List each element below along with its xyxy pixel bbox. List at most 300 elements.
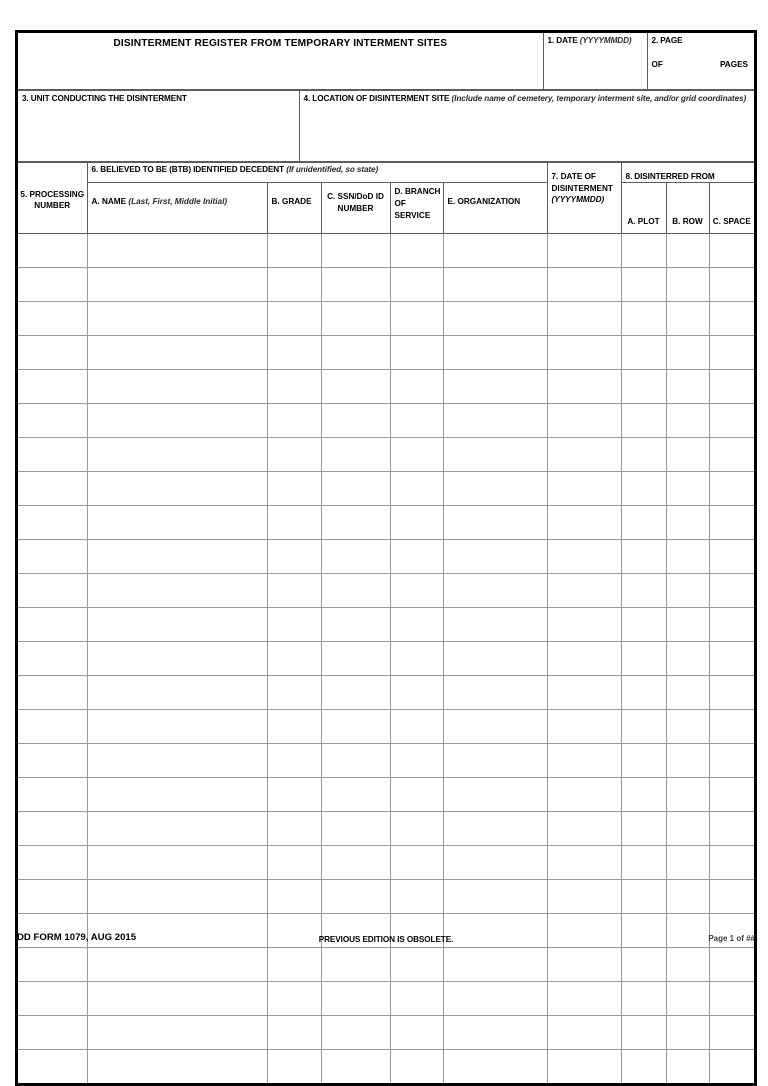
cell-plot[interactable]	[621, 370, 666, 404]
cell-processing-number[interactable]	[18, 1050, 87, 1084]
cell-date-of-disinterment[interactable]	[547, 710, 621, 744]
cell-plot[interactable]	[621, 812, 666, 846]
cell-ssn-dod-id[interactable]	[321, 302, 390, 336]
cell-plot[interactable]	[621, 472, 666, 506]
cell-space[interactable]	[709, 846, 754, 880]
cell-grade[interactable]	[267, 812, 321, 846]
col-header-date-of-disinterment	[547, 163, 621, 234]
disinterred-from-label: 8. DISINTERRED FROM	[625, 172, 715, 181]
cell-branch-of-service[interactable]	[390, 846, 443, 880]
cell-date-of-disinterment[interactable]	[547, 506, 621, 540]
cell-organization[interactable]	[443, 302, 547, 336]
cell-branch-of-service[interactable]	[390, 1016, 443, 1050]
cell-branch-of-service[interactable]	[390, 982, 443, 1016]
cell-branch-of-service[interactable]	[390, 438, 443, 472]
cell-processing-number[interactable]	[18, 1016, 87, 1050]
cell-name[interactable]	[87, 778, 267, 812]
cell-plot[interactable]	[621, 438, 666, 472]
col-header-name	[87, 183, 267, 234]
page-label: 2. PAGE	[651, 36, 683, 45]
cell-name[interactable]	[87, 1050, 267, 1084]
cell-date-of-disinterment[interactable]	[547, 1050, 621, 1084]
table-row	[18, 574, 754, 608]
plot-sub-label: A. PLOT	[627, 217, 660, 227]
col-header-space	[709, 183, 754, 234]
cell-date-of-disinterment[interactable]	[547, 336, 621, 370]
cell-processing-number[interactable]	[18, 642, 87, 676]
cell-organization[interactable]	[443, 880, 547, 914]
cell-date-of-disinterment[interactable]	[547, 1016, 621, 1050]
cell-branch-of-service[interactable]	[390, 948, 443, 982]
cell-grade[interactable]	[267, 608, 321, 642]
cell-name[interactable]	[87, 608, 267, 642]
cell-plot[interactable]	[621, 710, 666, 744]
cell-organization[interactable]	[443, 370, 547, 404]
cell-name[interactable]	[87, 948, 267, 982]
cell-row[interactable]	[666, 1016, 709, 1050]
cell-organization[interactable]	[443, 778, 547, 812]
cell-processing-number[interactable]	[18, 472, 87, 506]
cell-space[interactable]	[709, 506, 754, 540]
cell-plot[interactable]	[621, 1050, 666, 1084]
cell-plot[interactable]	[621, 676, 666, 710]
cell-grade[interactable]	[267, 880, 321, 914]
branch-sub-label	[391, 183, 443, 222]
cell-date-of-disinterment[interactable]	[547, 880, 621, 914]
register-rows-body	[18, 234, 754, 1084]
cell-processing-number[interactable]	[18, 574, 87, 608]
cell-row[interactable]	[666, 370, 709, 404]
cell-space[interactable]	[709, 1050, 754, 1084]
cell-ssn-dod-id[interactable]	[321, 608, 390, 642]
location-site-cell[interactable]	[299, 91, 754, 162]
cell-ssn-dod-id[interactable]	[321, 1016, 390, 1050]
cell-name[interactable]	[87, 438, 267, 472]
cell-name[interactable]	[87, 302, 267, 336]
cell-date-of-disinterment[interactable]	[547, 404, 621, 438]
cell-row[interactable]	[666, 1050, 709, 1084]
cell-organization[interactable]	[443, 404, 547, 438]
cell-branch-of-service[interactable]	[390, 608, 443, 642]
cell-ssn-dod-id[interactable]	[321, 506, 390, 540]
cell-grade[interactable]	[267, 268, 321, 302]
location-site-value	[300, 104, 755, 116]
cell-date-of-disinterment[interactable]	[547, 472, 621, 506]
cell-space[interactable]	[709, 234, 754, 268]
cell-organization[interactable]	[443, 744, 547, 778]
cell-row[interactable]	[666, 710, 709, 744]
cell-grade[interactable]	[267, 404, 321, 438]
cell-space[interactable]	[709, 948, 754, 982]
processing-number-line1: 5. PROCESSING	[20, 190, 85, 200]
cell-branch-of-service[interactable]	[390, 234, 443, 268]
cell-plot[interactable]	[621, 234, 666, 268]
cell-name[interactable]	[87, 506, 267, 540]
cell-name[interactable]	[87, 744, 267, 778]
table-row	[18, 336, 754, 370]
cell-ssn-dod-id[interactable]	[321, 336, 390, 370]
cell-branch-of-service[interactable]	[390, 506, 443, 540]
cell-date-of-disinterment[interactable]	[547, 608, 621, 642]
table-row	[18, 948, 754, 982]
cell-name[interactable]	[87, 642, 267, 676]
branch-line3: SERVICE	[394, 211, 431, 221]
cell-grade[interactable]	[267, 438, 321, 472]
col-header-row	[666, 183, 709, 234]
cell-name[interactable]	[87, 812, 267, 846]
cell-processing-number[interactable]	[18, 744, 87, 778]
cell-processing-number[interactable]	[18, 982, 87, 1016]
cell-grade[interactable]	[267, 234, 321, 268]
cell-grade[interactable]	[267, 710, 321, 744]
cell-space[interactable]	[709, 676, 754, 710]
cell-date-of-disinterment[interactable]	[547, 302, 621, 336]
cell-branch-of-service[interactable]	[390, 404, 443, 438]
table-row	[18, 778, 754, 812]
cell-ssn-dod-id[interactable]	[321, 574, 390, 608]
cell-ssn-dod-id[interactable]	[321, 846, 390, 880]
cell-row[interactable]	[666, 268, 709, 302]
cell-date-of-disinterment[interactable]	[547, 778, 621, 812]
cell-processing-number[interactable]	[18, 812, 87, 846]
cell-row[interactable]	[666, 574, 709, 608]
cell-space[interactable]	[709, 472, 754, 506]
cell-organization[interactable]	[443, 234, 547, 268]
table-row	[18, 438, 754, 472]
cell-space[interactable]	[709, 1016, 754, 1050]
cell-branch-of-service[interactable]	[390, 302, 443, 336]
cell-row[interactable]	[666, 778, 709, 812]
cell-branch-of-service[interactable]	[390, 812, 443, 846]
cell-plot[interactable]	[621, 778, 666, 812]
cell-date-of-disinterment[interactable]	[547, 438, 621, 472]
cell-branch-of-service[interactable]	[390, 710, 443, 744]
cell-branch-of-service[interactable]	[390, 268, 443, 302]
cell-grade[interactable]	[267, 1050, 321, 1084]
table-row	[18, 370, 754, 404]
cell-branch-of-service[interactable]	[390, 880, 443, 914]
cell-processing-number[interactable]	[18, 370, 87, 404]
cell-plot[interactable]	[621, 404, 666, 438]
date-disinterment-line1: 7. DATE OF	[551, 172, 596, 181]
cell-ssn-dod-id[interactable]	[321, 642, 390, 676]
page-pages-label: PAGES	[719, 60, 748, 69]
cell-date-of-disinterment[interactable]	[547, 812, 621, 846]
cell-processing-number[interactable]	[18, 880, 87, 914]
cell-name[interactable]	[87, 370, 267, 404]
cell-organization[interactable]	[443, 574, 547, 608]
cell-processing-number[interactable]	[18, 948, 87, 982]
cell-organization[interactable]	[443, 948, 547, 982]
cell-branch-of-service[interactable]	[390, 472, 443, 506]
cell-row[interactable]	[666, 642, 709, 676]
cell-plot[interactable]	[621, 642, 666, 676]
cell-ssn-dod-id[interactable]	[321, 234, 390, 268]
cell-ssn-dod-id[interactable]	[321, 948, 390, 982]
cell-name[interactable]	[87, 574, 267, 608]
table-row	[18, 812, 754, 846]
cell-ssn-dod-id[interactable]	[321, 268, 390, 302]
table-row	[18, 472, 754, 506]
date-value	[544, 46, 647, 52]
cell-organization[interactable]	[443, 846, 547, 880]
cell-plot[interactable]	[621, 336, 666, 370]
cell-date-of-disinterment[interactable]	[547, 744, 621, 778]
cell-name[interactable]	[87, 268, 267, 302]
cell-space[interactable]	[709, 744, 754, 778]
cell-name[interactable]	[87, 404, 267, 438]
cell-ssn-dod-id[interactable]	[321, 438, 390, 472]
cell-space[interactable]	[709, 642, 754, 676]
cell-space[interactable]	[709, 404, 754, 438]
cell-date-of-disinterment[interactable]	[547, 234, 621, 268]
cell-space[interactable]	[709, 982, 754, 1016]
cell-date-of-disinterment[interactable]	[547, 540, 621, 574]
cell-date-of-disinterment[interactable]	[547, 676, 621, 710]
cell-organization[interactable]	[443, 982, 547, 1016]
cell-space[interactable]	[709, 710, 754, 744]
cell-grade[interactable]	[267, 506, 321, 540]
cell-branch-of-service[interactable]	[390, 370, 443, 404]
table-row	[18, 234, 754, 268]
cell-name[interactable]	[87, 472, 267, 506]
cell-plot[interactable]	[621, 846, 666, 880]
cell-plot[interactable]	[621, 744, 666, 778]
table-row	[18, 268, 754, 302]
page-field-cell[interactable]	[647, 33, 754, 90]
cell-row[interactable]	[666, 302, 709, 336]
cell-row[interactable]	[666, 472, 709, 506]
cell-processing-number[interactable]	[18, 778, 87, 812]
cell-name[interactable]	[87, 880, 267, 914]
col-header-branch-of-service	[390, 183, 443, 234]
cell-organization[interactable]	[443, 472, 547, 506]
cell-ssn-dod-id[interactable]	[321, 778, 390, 812]
cell-grade[interactable]	[267, 472, 321, 506]
cell-processing-number[interactable]	[18, 608, 87, 642]
table-row	[18, 880, 754, 914]
cell-name[interactable]	[87, 1016, 267, 1050]
cell-branch-of-service[interactable]	[390, 642, 443, 676]
date-disinterment-hint: (YYYYMMDD)	[551, 195, 605, 205]
cell-organization[interactable]	[443, 642, 547, 676]
cell-name[interactable]	[87, 540, 267, 574]
cell-ssn-dod-id[interactable]	[321, 710, 390, 744]
cell-branch-of-service[interactable]	[390, 778, 443, 812]
cell-processing-number[interactable]	[18, 438, 87, 472]
cell-plot[interactable]	[621, 608, 666, 642]
cell-plot[interactable]	[621, 1016, 666, 1050]
cell-ssn-dod-id[interactable]	[321, 540, 390, 574]
cell-organization[interactable]	[443, 336, 547, 370]
cell-organization[interactable]	[443, 268, 547, 302]
cell-organization[interactable]	[443, 506, 547, 540]
cell-space[interactable]	[709, 302, 754, 336]
cell-organization[interactable]	[443, 710, 547, 744]
col-header-btb-group	[87, 163, 547, 183]
cell-space[interactable]	[709, 608, 754, 642]
col-header-ssn-dod-id	[321, 183, 390, 234]
cell-ssn-dod-id[interactable]	[321, 812, 390, 846]
dd-form-1079-sheet	[15, 30, 757, 1086]
table-row	[18, 608, 754, 642]
cell-name[interactable]	[87, 234, 267, 268]
cell-date-of-disinterment[interactable]	[547, 574, 621, 608]
name-sub-label: A. NAME (Last, First, Middle Initial)	[91, 197, 228, 207]
cell-plot[interactable]	[621, 540, 666, 574]
cell-row[interactable]	[666, 846, 709, 880]
cell-grade[interactable]	[267, 302, 321, 336]
form-title: DISINTERMENT REGISTER FROM TEMPORARY INTERMENT SITES	[113, 38, 448, 49]
cell-space[interactable]	[709, 880, 754, 914]
cell-grade[interactable]	[267, 744, 321, 778]
cell-ssn-dod-id[interactable]	[321, 676, 390, 710]
cell-date-of-disinterment[interactable]	[547, 370, 621, 404]
cell-grade[interactable]	[267, 676, 321, 710]
cell-name[interactable]	[87, 710, 267, 744]
cell-space[interactable]	[709, 438, 754, 472]
previous-edition-notice: PREVIOUS EDITION IS OBSOLETE.	[318, 935, 454, 944]
cell-row[interactable]	[666, 438, 709, 472]
date-label: 1. DATE (YYYYMMDD)	[547, 36, 632, 45]
processing-number-line2: NUMBER	[34, 201, 71, 211]
cell-organization[interactable]	[443, 1016, 547, 1050]
cell-plot[interactable]	[621, 880, 666, 914]
cell-row[interactable]	[666, 540, 709, 574]
cell-branch-of-service[interactable]	[390, 574, 443, 608]
location-site-label: 4. LOCATION OF DISINTERMENT SITE (Include name of cemetery, temporary interment site, and/or grid coordinates)	[303, 94, 747, 103]
date-field-cell[interactable]	[543, 33, 647, 90]
cell-row[interactable]	[666, 336, 709, 370]
cell-grade[interactable]	[267, 1016, 321, 1050]
cell-row[interactable]	[666, 506, 709, 540]
cell-branch-of-service[interactable]	[390, 744, 443, 778]
cell-space[interactable]	[709, 574, 754, 608]
cell-space[interactable]	[709, 540, 754, 574]
cell-processing-number[interactable]	[18, 336, 87, 370]
cell-ssn-dod-id[interactable]	[321, 982, 390, 1016]
cell-row[interactable]	[666, 880, 709, 914]
cell-row[interactable]	[666, 948, 709, 982]
cell-row[interactable]	[666, 676, 709, 710]
cell-organization[interactable]	[443, 812, 547, 846]
cell-ssn-dod-id[interactable]	[321, 370, 390, 404]
cell-plot[interactable]	[621, 982, 666, 1016]
table-row	[18, 846, 754, 880]
cell-name[interactable]	[87, 676, 267, 710]
cell-grade[interactable]	[267, 574, 321, 608]
cell-grade[interactable]	[267, 982, 321, 1016]
cell-space[interactable]	[709, 812, 754, 846]
cell-name[interactable]	[87, 336, 267, 370]
cell-date-of-disinterment[interactable]	[547, 642, 621, 676]
form-identifier: DD FORM 1079, AUG 2015	[17, 932, 137, 943]
col-header-disinterred-from-group	[621, 163, 754, 183]
cell-ssn-dod-id[interactable]	[321, 404, 390, 438]
cell-plot[interactable]	[621, 302, 666, 336]
table-row	[18, 302, 754, 336]
cell-grade[interactable]	[267, 336, 321, 370]
table-row	[18, 506, 754, 540]
cell-processing-number[interactable]	[18, 710, 87, 744]
table-row	[18, 744, 754, 778]
cell-branch-of-service[interactable]	[390, 336, 443, 370]
cell-plot[interactable]	[621, 506, 666, 540]
cell-grade[interactable]	[267, 540, 321, 574]
cell-processing-number[interactable]	[18, 404, 87, 438]
cell-branch-of-service[interactable]	[390, 676, 443, 710]
cell-grade[interactable]	[267, 778, 321, 812]
cell-grade[interactable]	[267, 370, 321, 404]
cell-grade[interactable]	[267, 948, 321, 982]
unit-conducting-cell[interactable]	[18, 91, 299, 162]
cell-row[interactable]	[666, 982, 709, 1016]
cell-ssn-dod-id[interactable]	[321, 1050, 390, 1084]
cell-ssn-dod-id[interactable]	[321, 880, 390, 914]
cell-space[interactable]	[709, 336, 754, 370]
page-indicator: Page 1 of ##	[708, 934, 755, 943]
cell-grade[interactable]	[267, 642, 321, 676]
ssn-sub-label-line1: C. SSN/DoD ID	[327, 192, 384, 202]
branch-line1: D. BRANCH	[394, 187, 441, 197]
table-row	[18, 404, 754, 438]
cell-name[interactable]	[87, 982, 267, 1016]
cell-processing-number[interactable]	[18, 676, 87, 710]
cell-ssn-dod-id[interactable]	[321, 472, 390, 506]
cell-plot[interactable]	[621, 268, 666, 302]
cell-branch-of-service[interactable]	[390, 540, 443, 574]
cell-plot[interactable]	[621, 574, 666, 608]
cell-space[interactable]	[709, 778, 754, 812]
cell-processing-number[interactable]	[18, 846, 87, 880]
btb-group-label: 6. BELIEVED TO BE (BTB) IDENTIFIED DECEDENT (If unidentified, so state)	[91, 165, 379, 174]
cell-space[interactable]	[709, 268, 754, 302]
cell-processing-number[interactable]	[18, 506, 87, 540]
cell-row[interactable]	[666, 608, 709, 642]
cell-row[interactable]	[666, 404, 709, 438]
table-row	[18, 710, 754, 744]
cell-organization[interactable]	[443, 540, 547, 574]
row-sub-label: B. ROW	[672, 217, 703, 227]
table-row	[18, 540, 754, 574]
cell-date-of-disinterment[interactable]	[547, 268, 621, 302]
cell-grade[interactable]	[267, 846, 321, 880]
cell-processing-number[interactable]	[18, 302, 87, 336]
cell-processing-number[interactable]	[18, 268, 87, 302]
space-sub-label: C. SPACE	[712, 217, 751, 227]
cell-date-of-disinterment[interactable]	[547, 948, 621, 982]
cell-processing-number[interactable]	[18, 540, 87, 574]
cell-name[interactable]	[87, 846, 267, 880]
cell-branch-of-service[interactable]	[390, 1050, 443, 1084]
cell-ssn-dod-id[interactable]	[321, 744, 390, 778]
cell-row[interactable]	[666, 234, 709, 268]
cell-row[interactable]	[666, 744, 709, 778]
cell-processing-number[interactable]	[18, 234, 87, 268]
cell-plot[interactable]	[621, 948, 666, 982]
unit-conducting-value	[18, 104, 299, 116]
cell-row[interactable]	[666, 812, 709, 846]
cell-organization[interactable]	[443, 608, 547, 642]
table-row	[18, 676, 754, 710]
cell-date-of-disinterment[interactable]	[547, 982, 621, 1016]
cell-organization[interactable]	[443, 438, 547, 472]
cell-date-of-disinterment[interactable]	[547, 846, 621, 880]
cell-space[interactable]	[709, 370, 754, 404]
date-disinterment-line2: DISINTERMENT	[551, 183, 613, 193]
cell-organization[interactable]	[443, 676, 547, 710]
cell-organization[interactable]	[443, 1050, 547, 1084]
